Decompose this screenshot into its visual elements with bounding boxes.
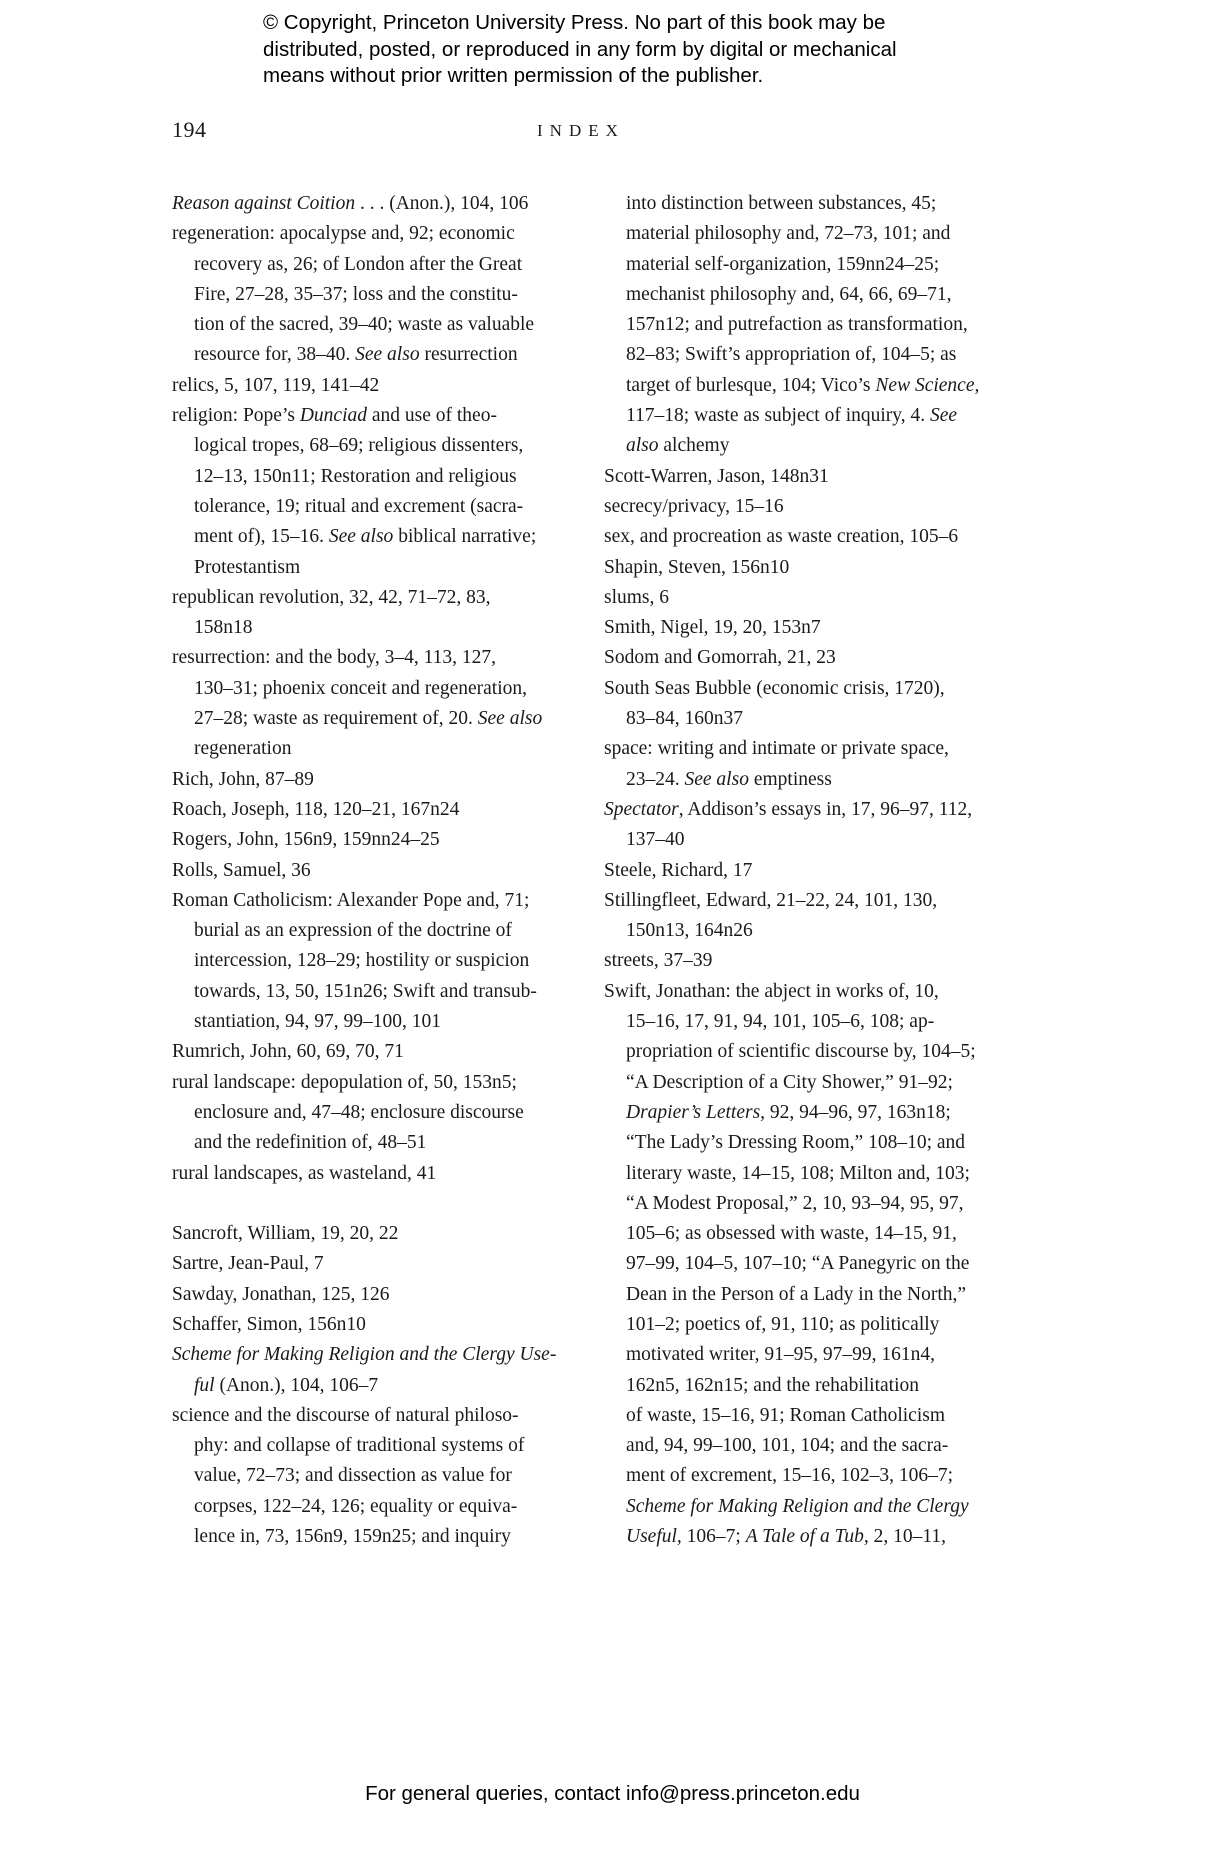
index-entry — [172, 1280, 572, 1310]
index-text: sex, and procreation as waste creation, 105–6 — [604, 526, 959, 548]
index-entry-continuation — [604, 1431, 1024, 1461]
index-entry-continuation — [172, 250, 572, 280]
index-text: resurrection — [419, 344, 518, 366]
index-entry-continuation — [172, 1098, 572, 1128]
index-text: lence in, 73, 156n9, 159n25; and inquiry — [194, 1526, 511, 1548]
index-italic-text: Spectator — [604, 798, 679, 820]
index-entry-continuation — [172, 1522, 572, 1552]
index-entry-continuation — [172, 1007, 572, 1037]
index-text: emptiness — [748, 768, 832, 790]
index-entry-continuation — [604, 401, 1024, 431]
index-column-left — [172, 189, 572, 1552]
index-italic-text: ful — [194, 1374, 215, 1396]
index-entry — [604, 734, 1024, 764]
index-text: enclosure and, 47–48; enclosure discourse — [194, 1101, 524, 1123]
index-entry-continuation — [604, 1371, 1024, 1401]
index-text: regeneration: apocalypse and, 92; economic — [172, 223, 515, 245]
index-entry — [172, 1159, 572, 1189]
index-text: and the redefinition of, 48–51 — [194, 1132, 427, 1154]
index-entry-continuation — [172, 734, 572, 764]
index-text: Scott-Warren, Jason, 148n31 — [604, 465, 829, 487]
index-text: relics, 5, 107, 119, 141–42 — [172, 374, 380, 396]
index-entry — [604, 856, 1024, 886]
index-text: Fire, 27–28, 35–37; loss and the constitu- — [194, 283, 518, 305]
copyright-notice — [263, 10, 1063, 90]
index-entry-continuation — [172, 674, 572, 704]
index-text: tolerance, 19; ritual and excrement (sacra- — [194, 495, 524, 517]
index-entry-continuation — [172, 280, 572, 310]
index-text: and use of theo- — [366, 405, 497, 427]
index-entry — [172, 401, 572, 431]
index-text: of waste, 15–16, 91; Roman Catholicism — [626, 1404, 946, 1426]
index-entry-continuation — [172, 522, 572, 552]
index-entry-continuation — [604, 1340, 1024, 1370]
index-entry-continuation — [172, 1371, 572, 1401]
index-text: Stillingfleet, Edward, 21–22, 24, 101, 130, — [604, 889, 938, 911]
index-text: Protestantism — [194, 556, 301, 578]
index-text: 106–7; — [681, 1526, 746, 1548]
index-text: “A Description of a City Shower,” 91–92; — [626, 1071, 953, 1093]
index-entry-continuation — [604, 1280, 1024, 1310]
index-entry-continuation — [604, 1492, 1024, 1522]
index-entry — [172, 856, 572, 886]
index-text: Schaffer, Simon, 156n10 — [172, 1313, 366, 1335]
index-entry — [172, 825, 572, 855]
index-entry — [172, 1310, 572, 1340]
index-text: Rich, John, 87–89 — [172, 768, 314, 790]
index-text: Rogers, John, 156n9, 159nn24–25 — [172, 829, 440, 851]
index-entry — [604, 492, 1024, 522]
index-entry — [172, 1037, 572, 1067]
index-entry-continuation — [172, 1128, 572, 1158]
index-entry-continuation — [172, 916, 572, 946]
index-italic-text: also — [626, 435, 659, 457]
index-text: religion: Pope’s — [172, 405, 300, 427]
index-text: 130–31; phoenix conceit and regeneration, — [194, 677, 528, 699]
index-entry-continuation — [172, 431, 572, 461]
index-entry-continuation — [172, 977, 572, 1007]
index-text: space: writing and intimate or private space, — [604, 738, 949, 760]
index-entry-continuation — [604, 1068, 1024, 1098]
index-entry — [604, 674, 1024, 704]
index-entry-continuation — [604, 1401, 1024, 1431]
index-entry-continuation — [604, 1310, 1024, 1340]
index-entry-continuation — [604, 189, 1024, 219]
index-text: 23–24. — [626, 768, 685, 790]
copyright-line: means without prior written permission of the publisher. — [263, 64, 764, 87]
index-text: 137–40 — [626, 829, 685, 851]
index-text: science and the discourse of natural philoso- — [172, 1404, 519, 1426]
index-text: Roman Catholicism: Alexander Pope and, 71; — [172, 889, 530, 911]
index-entry-continuation — [604, 1522, 1024, 1552]
index-text: recovery as, 26; of London after the Great — [194, 253, 523, 275]
index-text: Rolls, Samuel, 36 — [172, 859, 311, 881]
index-italic-text: Drapier’s Letters, — [626, 1101, 766, 1123]
index-text: Sartre, Jean-Paul, 7 — [172, 1253, 324, 1275]
index-text: 82–83; Swift’s appropriation of, 104–5; as — [626, 344, 957, 366]
index-entry — [172, 643, 572, 673]
index-entry-continuation — [172, 1461, 572, 1491]
index-text: rural landscape: depopulation of, 50, 153n5; — [172, 1071, 517, 1093]
index-text: 101–2; poetics of, 91, 110; as politically — [626, 1313, 940, 1335]
index-text: South Seas Bubble (economic crisis, 1720), — [604, 677, 945, 699]
index-entry-continuation — [604, 1037, 1024, 1067]
index-entry-continuation — [172, 492, 572, 522]
index-text: 27–28; waste as requirement of, 20. — [194, 708, 478, 730]
index-entry — [172, 1068, 572, 1098]
running-head: INDEX — [537, 121, 625, 140]
index-text: Shapin, Steven, 156n10 — [604, 556, 790, 578]
index-text: motivated writer, 91–95, 97–99, 161n4, — [626, 1344, 936, 1366]
index-text: value, 72–73; and dissection as value for — [194, 1465, 512, 1487]
index-text: slums, 6 — [604, 586, 670, 608]
index-entry-continuation — [604, 765, 1024, 795]
index-text: alchemy — [658, 435, 730, 457]
index-entry — [172, 1340, 572, 1370]
index-text: burial as an expression of the doctrine of — [194, 920, 512, 942]
index-italic-text: See also — [355, 344, 420, 366]
index-text: Dean in the Person of a Lady in the North,” — [626, 1283, 967, 1305]
index-italic-text: Useful, — [626, 1526, 682, 1548]
index-entry — [604, 613, 1024, 643]
index-text: Swift, Jonathan: the abject in works of, 10, — [604, 980, 939, 1002]
index-entry-continuation — [604, 1007, 1024, 1037]
index-entry — [172, 1249, 572, 1279]
index-entry-continuation — [604, 1159, 1024, 1189]
index-text: material self-organization, 159nn24–25; — [626, 253, 940, 275]
index-text: ment of excrement, 15–16, 102–3, 106–7; — [626, 1465, 954, 1487]
index-italic-text: Reason against Coition — [172, 193, 356, 214]
index-text: 97–99, 104–5, 107–10; “A Panegyric on the — [626, 1253, 970, 1275]
copyright-line: distributed, posted, or reproduced in any form by digital or mechanical — [263, 37, 897, 61]
index-entry-continuation — [172, 553, 572, 583]
index-entry-continuation — [604, 250, 1024, 280]
index-column-right — [604, 189, 1024, 1552]
index-entry — [172, 371, 572, 401]
index-text: 117–18; waste as subject of inquiry, 4. — [626, 405, 931, 427]
index-italic-text: See — [930, 405, 958, 427]
index-text: regeneration — [194, 738, 292, 760]
index-text: 12–13, 150n11; Restoration and religious — [194, 465, 517, 487]
index-entry — [172, 1219, 572, 1249]
index-text: ment of), 15–16. — [194, 526, 329, 548]
index-text: , Addison’s essays in, 17, 96–97, 112, — [678, 798, 973, 820]
index-text: intercession, 128–29; hostility or suspicion — [194, 950, 530, 972]
index-text: resource for, 38–40. — [194, 344, 356, 366]
index-text: Sawday, Jonathan, 125, 126 — [172, 1283, 390, 1305]
index-text: . . . (Anon.), 104, 106 — [355, 193, 529, 214]
index-text: Steele, Richard, 17 — [604, 859, 753, 881]
index-entry-continuation — [172, 613, 572, 643]
index-entry — [604, 462, 1024, 492]
index-text: 150n13, 164n26 — [626, 920, 753, 942]
index-text: rural landscapes, as wasteland, 41 — [172, 1162, 437, 1184]
index-text: corpses, 122–24, 126; equality or equiva- — [194, 1495, 518, 1517]
index-text: into distinction between substances, 45; — [626, 193, 937, 214]
index-entry-continuation — [172, 1492, 572, 1522]
index-entry — [604, 643, 1024, 673]
index-italic-text: Dunciad — [299, 405, 367, 427]
index-spacer — [172, 1189, 572, 1219]
index-text: 83–84, 160n37 — [626, 708, 743, 730]
index-entry-continuation — [604, 1219, 1024, 1249]
index-entry-continuation — [172, 462, 572, 492]
index-entry — [604, 583, 1024, 613]
index-entry — [172, 886, 572, 916]
index-entry — [604, 946, 1024, 976]
index-text: 162n5, 162n15; and the rehabilitation — [626, 1374, 919, 1396]
index-text: tion of the sacred, 39–40; waste as valuable — [194, 314, 535, 336]
index-text: stantiation, 94, 97, 99–100, 101 — [194, 1011, 441, 1033]
page-number: 194 — [172, 117, 207, 142]
index-italic-text: Scheme for Making Religion and the Clergy Use- — [172, 1344, 557, 1366]
index-entry — [604, 522, 1024, 552]
index-entry-continuation — [604, 1098, 1024, 1128]
index-entry-continuation — [604, 1249, 1024, 1279]
index-text: 158n18 — [194, 617, 253, 639]
index-entry — [604, 977, 1024, 1007]
index-italic-text: New Science, — [875, 374, 980, 396]
index-text: “The Lady’s Dressing Room,” 108–10; and — [626, 1132, 966, 1154]
index-entry-continuation — [604, 1128, 1024, 1158]
index-italic-text: Scheme for Making Religion and the Clergy — [626, 1495, 969, 1517]
index-text: and, 94, 99–100, 101, 104; and the sacra- — [626, 1435, 949, 1457]
index-text: Rumrich, John, 60, 69, 70, 71 — [172, 1041, 404, 1063]
index-entry-continuation — [604, 371, 1024, 401]
index-text: secrecy/privacy, 15–16 — [604, 495, 784, 517]
index-entry — [172, 765, 572, 795]
index-entry-continuation — [604, 916, 1024, 946]
index-entry-continuation — [604, 1461, 1024, 1491]
index-text: “A Modest Proposal,” 2, 10, 93–94, 95, 97, — [626, 1192, 964, 1214]
index-entry-continuation — [604, 310, 1024, 340]
index-text: Sancroft, William, 19, 20, 22 — [172, 1223, 399, 1245]
index-entry-continuation — [604, 1189, 1024, 1219]
index-entry-continuation — [604, 280, 1024, 310]
index-text: Smith, Nigel, 19, 20, 153n7 — [604, 617, 821, 639]
index-entry — [172, 219, 572, 249]
index-entry-continuation — [604, 219, 1024, 249]
index-entry-continuation — [172, 310, 572, 340]
index-entry-continuation — [604, 704, 1024, 734]
index-text: 2, 10–11, — [868, 1526, 946, 1548]
index-text: (Anon.), 104, 106–7 — [214, 1374, 379, 1396]
index-text: 157n12; and putrefaction as transformation, — [626, 314, 968, 336]
index-entry-continuation — [604, 340, 1024, 370]
index-entry — [604, 886, 1024, 916]
index-text: 92, 94–96, 97, 163n18; — [765, 1101, 951, 1123]
index-italic-text: See also — [328, 526, 394, 548]
index-text: biblical narrative; — [393, 526, 537, 548]
index-entry-continuation — [604, 825, 1024, 855]
index-entry-continuation — [172, 340, 572, 370]
index-entry-continuation — [172, 946, 572, 976]
index-text: target of burlesque, 104; Vico’s — [626, 374, 876, 396]
index-text: streets, 37–39 — [604, 950, 713, 972]
copyright-line: © Copyright, Princeton University Press. No part of this book may be — [263, 11, 886, 34]
index-text: towards, 13, 50, 151n26; Swift and transub- — [194, 980, 537, 1002]
index-text: literary waste, 14–15, 108; Milton and, 103; — [626, 1162, 970, 1184]
index-text: Sodom and Gomorrah, 21, 23 — [604, 647, 836, 669]
index-italic-text: See also — [477, 708, 543, 730]
index-text: 105–6; as obsessed with waste, 14–15, 91, — [626, 1223, 957, 1245]
index-text: logical tropes, 68–69; religious dissenters, — [194, 435, 524, 457]
index-entry — [604, 553, 1024, 583]
index-text: resurrection: and the body, 3–4, 113, 127, — [172, 647, 497, 669]
index-text: phy: and collapse of traditional systems of — [194, 1435, 525, 1457]
index-text: propriation of scientific discourse by, 104–5; — [626, 1041, 976, 1063]
index-text: Roach, Joseph, 118, 120–21, 167n24 — [172, 798, 460, 820]
index-entry-continuation — [172, 1431, 572, 1461]
index-text: mechanist philosophy and, 64, 66, 69–71, — [626, 283, 952, 305]
index-entry — [172, 795, 572, 825]
index-text: 15–16, 17, 91, 94, 101, 105–6, 108; ap- — [626, 1011, 935, 1033]
index-entry-continuation — [604, 431, 1024, 461]
index-entry — [172, 583, 572, 613]
index-italic-text: See also — [684, 768, 749, 790]
index-entry — [172, 189, 572, 219]
footer-contact: For general queries, contact info@press.princeton.edu — [365, 1782, 860, 1805]
index-text: material philosophy and, 72–73, 101; and — [626, 223, 951, 245]
index-entry — [172, 1401, 572, 1431]
index-entry-continuation — [172, 704, 572, 734]
index-italic-text: A Tale of a Tub, — [745, 1526, 869, 1548]
index-entry — [604, 795, 1024, 825]
index-text: republican revolution, 32, 42, 71–72, 83, — [172, 586, 491, 608]
